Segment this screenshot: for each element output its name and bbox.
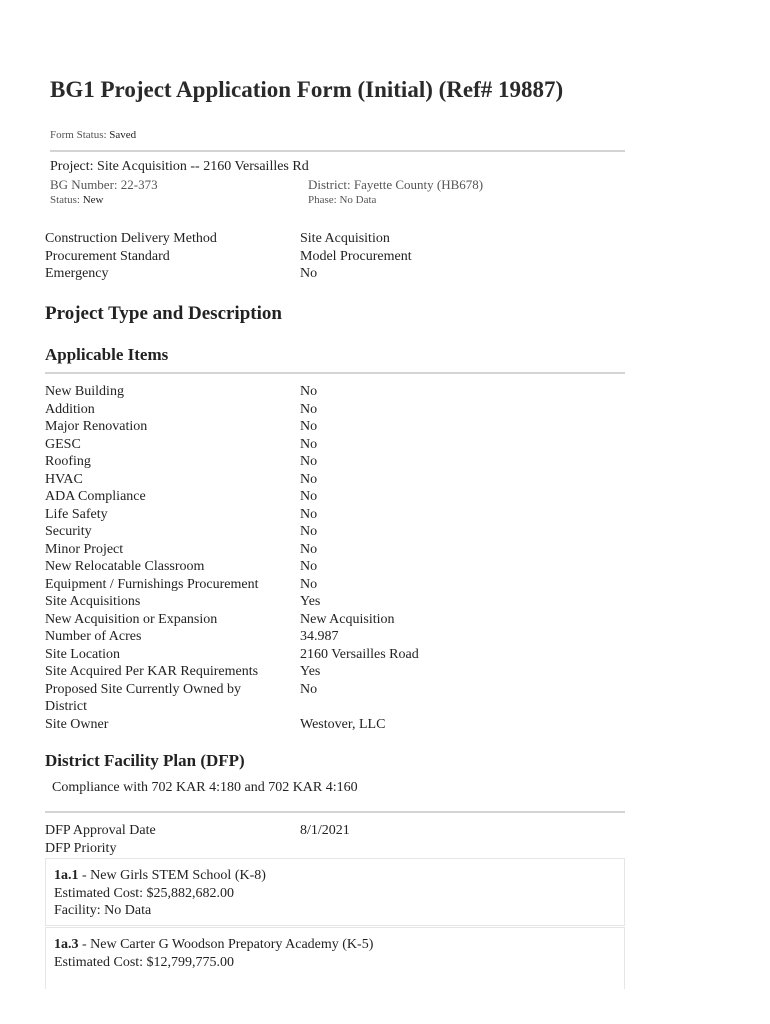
item-label: Number of Acres (45, 629, 142, 644)
bg-number: BG Number: 22-373 (50, 177, 158, 192)
form-status (50, 129, 136, 141)
summary-row (45, 265, 635, 283)
item-label: Security (45, 524, 92, 539)
dfp-priority-card (45, 927, 625, 989)
summary-label: Procurement Standard (45, 248, 170, 264)
list-item (45, 383, 635, 401)
list-item (45, 646, 635, 664)
dfp-details (45, 822, 635, 857)
list-item (45, 628, 635, 646)
item-label: Equipment / Furnishings Procurement (45, 576, 259, 592)
item-value: 2160 Versailles Road (300, 646, 419, 662)
form-status-label: Form Status: (50, 129, 107, 141)
summary-value: No (300, 266, 318, 281)
item-value: No (300, 471, 318, 487)
list-item (45, 401, 635, 419)
project-status (50, 194, 103, 206)
list-item (45, 541, 635, 559)
item-label: Site Acquisitions (45, 594, 141, 609)
divider (45, 811, 625, 813)
item-value: No (300, 681, 318, 697)
item-value: No (300, 576, 318, 592)
dfp-priority-card (45, 858, 625, 926)
item-value: No (300, 419, 318, 434)
item-label: Proposed Site Currently Owned by District (45, 681, 241, 714)
dfp-compliance: Compliance with 702 KAR 4:180 and 702 KAR 4:160 (52, 780, 358, 795)
priority-facility: Facility: No Data (54, 903, 152, 918)
section-heading-dfp: District Facility Plan (DFP) (45, 751, 245, 770)
project-status-label: Status: (50, 194, 80, 206)
priority-cost: Estimated Cost: $25,882,682.00 (54, 885, 235, 901)
item-value: No (300, 384, 318, 399)
dfp-priority-label: DFP Priority (45, 840, 117, 856)
list-item (45, 558, 635, 576)
summary-list (45, 230, 635, 283)
item-label: Addition (45, 401, 95, 417)
list-item (45, 471, 635, 489)
priority-cost: Estimated Cost: $12,799,775.00 (54, 954, 235, 970)
section-heading-applicable: Applicable Items (45, 345, 169, 364)
item-label: ADA Compliance (45, 489, 146, 504)
list-item (45, 436, 635, 454)
item-value: No (300, 559, 318, 574)
list-item (45, 506, 635, 524)
list-item (45, 523, 635, 541)
item-value: No (300, 436, 318, 452)
item-label: GESC (45, 436, 81, 452)
item-value: Yes (300, 594, 321, 609)
priority-title: - New Girls STEM School (K-8) (78, 868, 266, 883)
section-heading-project-type: Project Type and Description (45, 303, 282, 324)
item-value: No (300, 524, 318, 539)
list-item (45, 418, 635, 436)
item-label: Life Safety (45, 506, 108, 522)
item-label: Site Owner (45, 716, 109, 732)
item-value: No (300, 489, 318, 504)
item-label: Site Acquired Per KAR Requirements (45, 664, 259, 679)
list-item (45, 663, 635, 681)
summary-row (45, 248, 635, 266)
priority-code: 1a.1 (54, 868, 79, 883)
item-label: Major Renovation (45, 419, 148, 434)
dfp-approval-value: 8/1/2021 (300, 823, 350, 838)
applicable-items-list (45, 383, 635, 733)
list-item (45, 576, 635, 594)
summary-label: Emergency (45, 266, 109, 281)
item-label: Minor Project (45, 541, 124, 557)
item-value: Westover, LLC (300, 716, 386, 732)
dfp-approval-row (45, 822, 635, 840)
item-label: New Building (45, 384, 124, 399)
list-item (45, 593, 635, 611)
item-label: HVAC (45, 471, 83, 487)
priority-title: - New Carter G Woodson Prepatory Academy (K-5) (78, 937, 374, 952)
form-status-value: Saved (109, 129, 137, 141)
item-label: Roofing (45, 454, 91, 469)
summary-value: Site Acquisition (300, 231, 390, 246)
list-item (45, 611, 635, 629)
summary-value: Model Procurement (300, 248, 412, 264)
list-item (45, 488, 635, 506)
list-item (45, 716, 635, 734)
list-item (45, 453, 635, 471)
project-phase: Phase: No Data (308, 194, 377, 206)
list-item (45, 681, 635, 716)
item-value: No (300, 506, 318, 522)
item-value: Yes (300, 664, 321, 679)
item-value: No (300, 401, 318, 417)
divider (50, 150, 625, 152)
priority-code: 1a.3 (54, 937, 79, 952)
item-label: Site Location (45, 646, 121, 662)
item-value: 34.987 (300, 629, 339, 644)
item-value: No (300, 541, 318, 557)
district: District: Fayette County (HB678) (308, 177, 484, 192)
page-title: BG1 Project Application Form (Initial) (Ref# 19887) (50, 77, 564, 102)
project-title: Project: Site Acquisition -- 2160 Versailles Rd (50, 159, 309, 174)
item-label: New Relocatable Classroom (45, 559, 205, 574)
item-value: No (300, 454, 318, 469)
divider (45, 372, 625, 374)
summary-label: Construction Delivery Method (45, 231, 217, 246)
summary-row (45, 230, 635, 248)
project-status-value: New (82, 194, 104, 206)
item-label: New Acquisition or Expansion (45, 611, 218, 627)
dfp-priority-row (45, 840, 635, 858)
item-value: New Acquisition (300, 611, 395, 627)
dfp-approval-label: DFP Approval Date (45, 823, 156, 838)
